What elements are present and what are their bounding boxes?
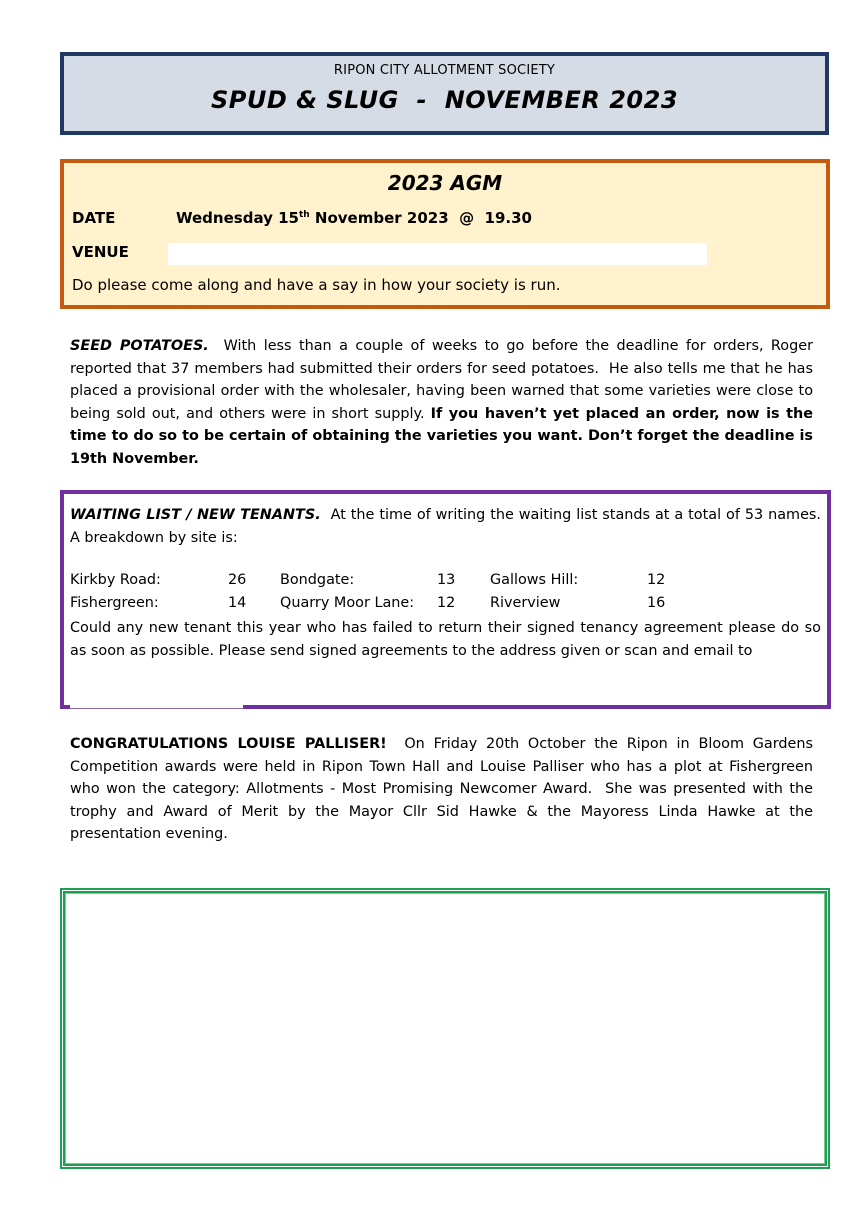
green-frame-inner-line xyxy=(65,893,825,1164)
site-name: Gallows Hill: xyxy=(490,572,579,588)
seed-potatoes-section xyxy=(70,335,818,470)
site-name: Kirkby Road: xyxy=(70,572,161,588)
site-row xyxy=(70,572,687,595)
newsletter-header xyxy=(60,52,829,135)
agm-box xyxy=(60,159,830,309)
site-count: 12 xyxy=(437,595,456,611)
site-count: 12 xyxy=(647,572,666,588)
venue-redacted-field xyxy=(168,243,707,265)
site-count: 14 xyxy=(228,595,247,611)
date-suffix: th xyxy=(298,210,310,220)
site-row xyxy=(70,595,687,618)
site-count: 16 xyxy=(647,595,666,611)
newsletter-title: SPUD & SLUG - NOVEMBER 2023 xyxy=(210,86,679,114)
congratulations-section xyxy=(70,733,818,846)
seed-potatoes-heading: SEED POTATOES. xyxy=(70,338,209,354)
site-breakdown xyxy=(70,572,687,618)
date-month-time: November 2023 @ 19.30 xyxy=(309,209,532,227)
site-name: Riverview xyxy=(490,595,561,611)
agm-date-row xyxy=(72,209,532,227)
seed-potatoes-emphasis: If you haven’t yet placed an order, now is the time to do so to be certain of obtaining the varieties you want. Don’t forget the deadline is 19th November. xyxy=(70,405,813,467)
site-count: 13 xyxy=(437,572,456,588)
society-name: RIPON CITY ALLOTMENT SOCIETY xyxy=(333,63,556,78)
empty-green-frame xyxy=(60,888,830,1169)
waiting-list-intro-text: At the time of writing the waiting list stands at a total of 53 names. A breakdown by site is: xyxy=(70,507,831,546)
waiting-list-intro xyxy=(70,504,831,549)
waiting-list-box xyxy=(60,490,831,709)
congratulations-body: On Friday 20th October the Ripon in Bloom Gardens Competition awards were held in Ripon Town Hall and Louise Palliser who has a plot at Fishergreen who won the category: Allotments - Most Promising Newcomer Award. She was presented with the trophy and Award of Merit by the Mayor Cllr Sid Hawke & the Mayoress Linda Hawke at the presentation evening. xyxy=(70,736,818,842)
date-day: Wednesday 15 xyxy=(176,209,299,227)
agm-note: Do please come along and have a say in how your society is run. xyxy=(72,276,561,294)
site-count: 26 xyxy=(228,572,247,588)
tenancy-note: Could any new tenant this year who has failed to return their signed tenancy agreement please do so as soon as possible. Please send signed agreements to the address given or scan and email to xyxy=(70,620,821,659)
agm-venue-row xyxy=(72,243,176,261)
redacted-email xyxy=(70,705,243,709)
site-name: Bondgate: xyxy=(280,572,355,588)
waiting-list-heading: WAITING LIST / NEW TENANTS. xyxy=(70,507,321,523)
seed-potatoes-body: With less than a couple of weeks to go before the deadline for orders, Roger reported that 37 members had submitted their orders for seed potatoes. He also tells me that he has placed a provisional order with the wholesaler, having been warned that some varieties were close to being sold out, and others were in short supply. xyxy=(70,338,818,422)
date-label: DATE xyxy=(72,209,116,227)
congratulations-heading: CONGRATULATIONS LOUISE PALLISER! xyxy=(70,736,387,752)
agm-title: 2023 AGM xyxy=(387,171,503,195)
date-value xyxy=(176,209,532,227)
venue-label: VENUE xyxy=(72,243,129,261)
site-name: Fishergreen: xyxy=(70,595,159,611)
site-name: Quarry Moor Lane: xyxy=(280,595,415,611)
